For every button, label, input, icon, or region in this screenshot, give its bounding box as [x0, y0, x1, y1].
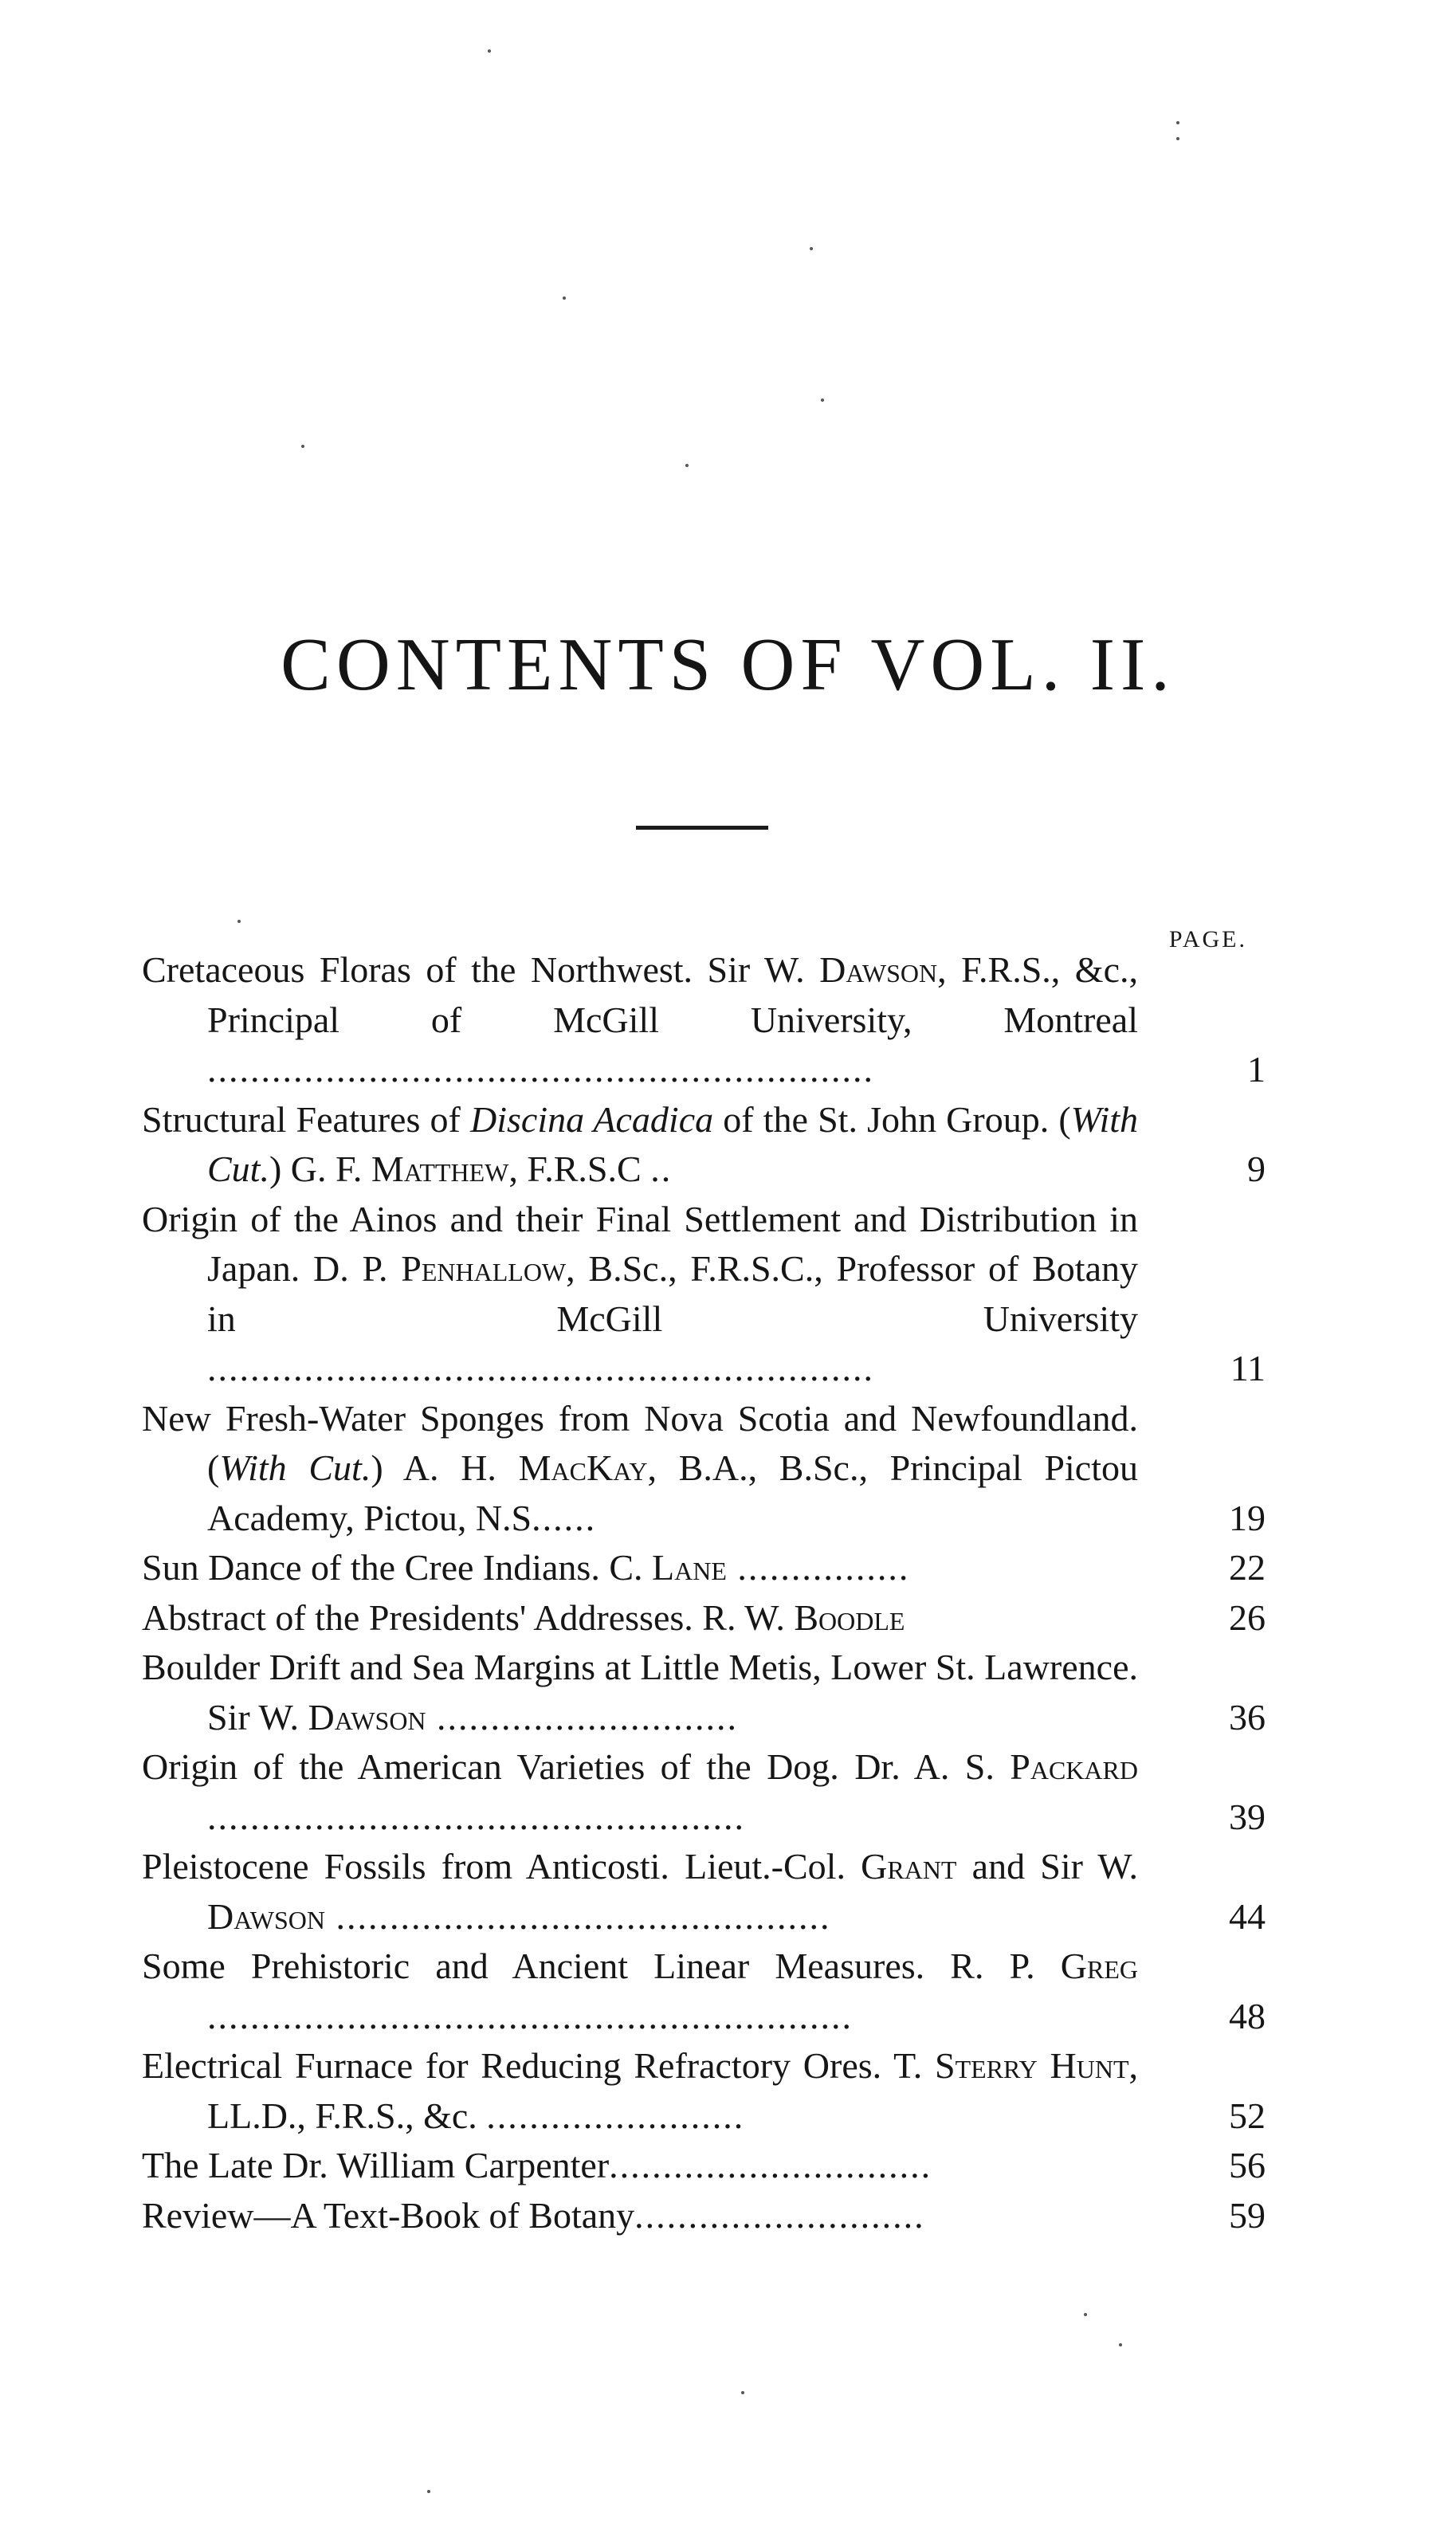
toc-entry-text: Boodle	[794, 1596, 905, 1638]
scan-speck	[685, 464, 689, 467]
toc-entry-text: of the St. John Group. (	[713, 1098, 1071, 1140]
toc-entry-title	[142, 1842, 1138, 1942]
scan-speck	[301, 445, 304, 448]
dot-leader: ............................................................	[207, 1995, 853, 2036]
toc-entry-text: Dawson	[207, 1895, 325, 1937]
toc-entry-title	[142, 1643, 1138, 1742]
toc-page-number: 44	[1229, 1895, 1266, 1937]
toc-entry	[142, 1543, 1266, 1593]
toc-entry-text: Structural Features of	[142, 1098, 470, 1140]
dot-leader: ........................	[486, 2095, 745, 2136]
toc-entry	[142, 1842, 1266, 1942]
dot-leader: ............................	[426, 1696, 739, 1738]
scan-speck	[1176, 121, 1179, 124]
scan-speck	[488, 49, 491, 53]
dot-leader: ..............................................................	[207, 1049, 874, 1090]
contents-list	[142, 945, 1266, 2240]
toc-entry-text: Cretaceous Floras of the Northwest. Sir W.	[142, 949, 820, 990]
dot-leader: ..............................................	[325, 1895, 831, 1937]
toc-entry-title	[142, 1195, 1138, 1394]
toc-page-number: 39	[1229, 1796, 1266, 1837]
toc-entry-text: Origin of the American Varieties of the Dog. Dr. A. S.	[142, 1746, 1011, 1787]
toc-entry	[142, 1095, 1266, 1195]
toc-entry-text: Sun Dance of the Cree Indians. C.	[142, 1547, 653, 1588]
scan-speck	[237, 920, 241, 923]
scan-speck	[810, 247, 813, 250]
toc-entry-text: , B.Sc., F.R.S.C., Professor of Botany in McGill University	[207, 1248, 1138, 1339]
dot-leader: ..............................................................	[207, 1348, 874, 1388]
toc-entry-text: Dawson	[308, 1696, 426, 1738]
toc-entry-text: Grant	[861, 1846, 957, 1887]
toc-entry	[142, 1394, 1266, 1544]
toc-entry	[142, 1195, 1266, 1394]
toc-entry-title	[142, 1942, 1138, 2041]
dot-leader: ..	[650, 1149, 673, 1189]
dot-leader: ..............................	[609, 2145, 932, 2185]
toc-entry	[142, 1643, 1266, 1742]
dot-leader: ..................................................	[207, 1796, 745, 1837]
toc-page-number: 59	[1229, 2194, 1266, 2236]
toc-entry-text: , LL.D., F.R.S., &c.	[207, 2045, 1138, 2136]
scan-speck	[1084, 2313, 1087, 2316]
toc-page-number: 26	[1229, 1596, 1266, 1638]
toc-page-number: 22	[1229, 1547, 1266, 1588]
toc-page-number: 1	[1247, 1049, 1266, 1090]
toc-entry-title	[142, 1742, 1138, 1842]
toc-entry-title	[142, 1543, 1138, 1593]
toc-entry-text: With Cut.	[207, 1098, 1139, 1189]
toc-entry-text: New Fresh-Water Sponges from Nova Scotia and Newfoundland. (	[142, 1397, 1138, 1488]
toc-entry-text: Abstract of the Presidents' Addresses. R. W.	[142, 1596, 795, 1638]
toc-entry-text: Packard	[1010, 1746, 1138, 1787]
toc-page-number: 56	[1229, 2145, 1266, 2185]
toc-entry-text: Matthew	[371, 1149, 509, 1189]
toc-entry	[142, 1942, 1266, 2041]
toc-entry-text: Some Prehistoric and Ancient Linear Measures. R. P.	[142, 1946, 1061, 1986]
toc-entry-text: ) A. H.	[371, 1447, 519, 1488]
toc-entry-text: ) G. F.	[269, 1149, 371, 1189]
toc-page-number: 9	[1247, 1149, 1266, 1189]
dot-leader: ................	[726, 1547, 910, 1588]
toc-entry-text: Boulder Drift and Sea Margins at Little Metis, Lower St. Lawrence. Sir W.	[142, 1647, 1138, 1738]
toc-entry-title	[142, 2041, 1138, 2141]
toc-entry-title	[142, 1095, 1138, 1195]
title-rule	[636, 826, 768, 830]
toc-page-number: 11	[1230, 1348, 1266, 1388]
toc-entry-text: Dawson	[819, 949, 938, 990]
toc-entry	[142, 1742, 1266, 1842]
toc-entry	[142, 945, 1266, 1095]
toc-entry-title	[142, 2191, 1138, 2241]
scan-speck	[427, 2490, 430, 2493]
toc-entry-title	[142, 2141, 1138, 2191]
toc-page-number: 48	[1229, 1995, 1266, 2036]
toc-entry	[142, 1593, 1266, 1643]
toc-entry-text: With Cut.	[219, 1447, 371, 1488]
toc-entry-text: , F.R.S., &c., Principal of McGill University, Montreal	[207, 949, 1138, 1040]
scan-speck	[563, 296, 566, 300]
toc-entry	[142, 2191, 1266, 2241]
toc-entry-text: Lane	[652, 1547, 727, 1588]
scan-speck	[821, 399, 824, 402]
toc-entry-text: Discina Acadica	[470, 1098, 714, 1140]
toc-entry-text: Penhallow	[401, 1248, 567, 1289]
toc-entry	[142, 2041, 1266, 2141]
toc-entry-text: Sterry Hunt	[935, 2045, 1129, 2086]
toc-entry-text: Origin of the Ainos and their Final Settlement and Distribution in Japan. D. P.	[142, 1198, 1138, 1289]
page-title: CONTENTS OF VOL. II.	[281, 623, 1175, 706]
scan-speck	[1119, 2343, 1122, 2346]
toc-entry-title	[142, 945, 1138, 1095]
scan-speck	[741, 2391, 744, 2394]
dot-leader: ...........................	[634, 2194, 925, 2236]
toc-entry-text: Greg	[1060, 1946, 1138, 1986]
toc-entry	[142, 2141, 1266, 2191]
toc-entry-text: and Sir W.	[956, 1846, 1138, 1887]
toc-page-number: 36	[1229, 1696, 1266, 1738]
toc-page-number: 52	[1229, 2095, 1266, 2136]
page-column-header: PAGE.	[1168, 926, 1247, 952]
toc-page-number: 19	[1229, 1497, 1266, 1538]
scan-speck	[1176, 137, 1179, 140]
toc-entry-text: Review—A Text-Book of Botany	[142, 2194, 635, 2236]
toc-entry-text: The Late Dr. William Carpenter	[142, 2145, 610, 2185]
toc-entry-text: , F.R.S.C	[508, 1149, 651, 1189]
toc-entry-title	[142, 1593, 1138, 1643]
toc-entry-text: MacKay	[518, 1447, 648, 1488]
toc-entry-title	[142, 1394, 1138, 1544]
dot-leader: ......	[532, 1497, 597, 1538]
toc-entry-text: Electrical Furnace for Reducing Refractory Ores. T.	[142, 2045, 936, 2086]
toc-entry-text: , B.A., B.Sc., Principal Pictou Academy, Pictou, N.S	[207, 1447, 1138, 1538]
toc-entry-text: Pleistocene Fossils from Anticosti. Lieut.-Col.	[142, 1846, 861, 1887]
